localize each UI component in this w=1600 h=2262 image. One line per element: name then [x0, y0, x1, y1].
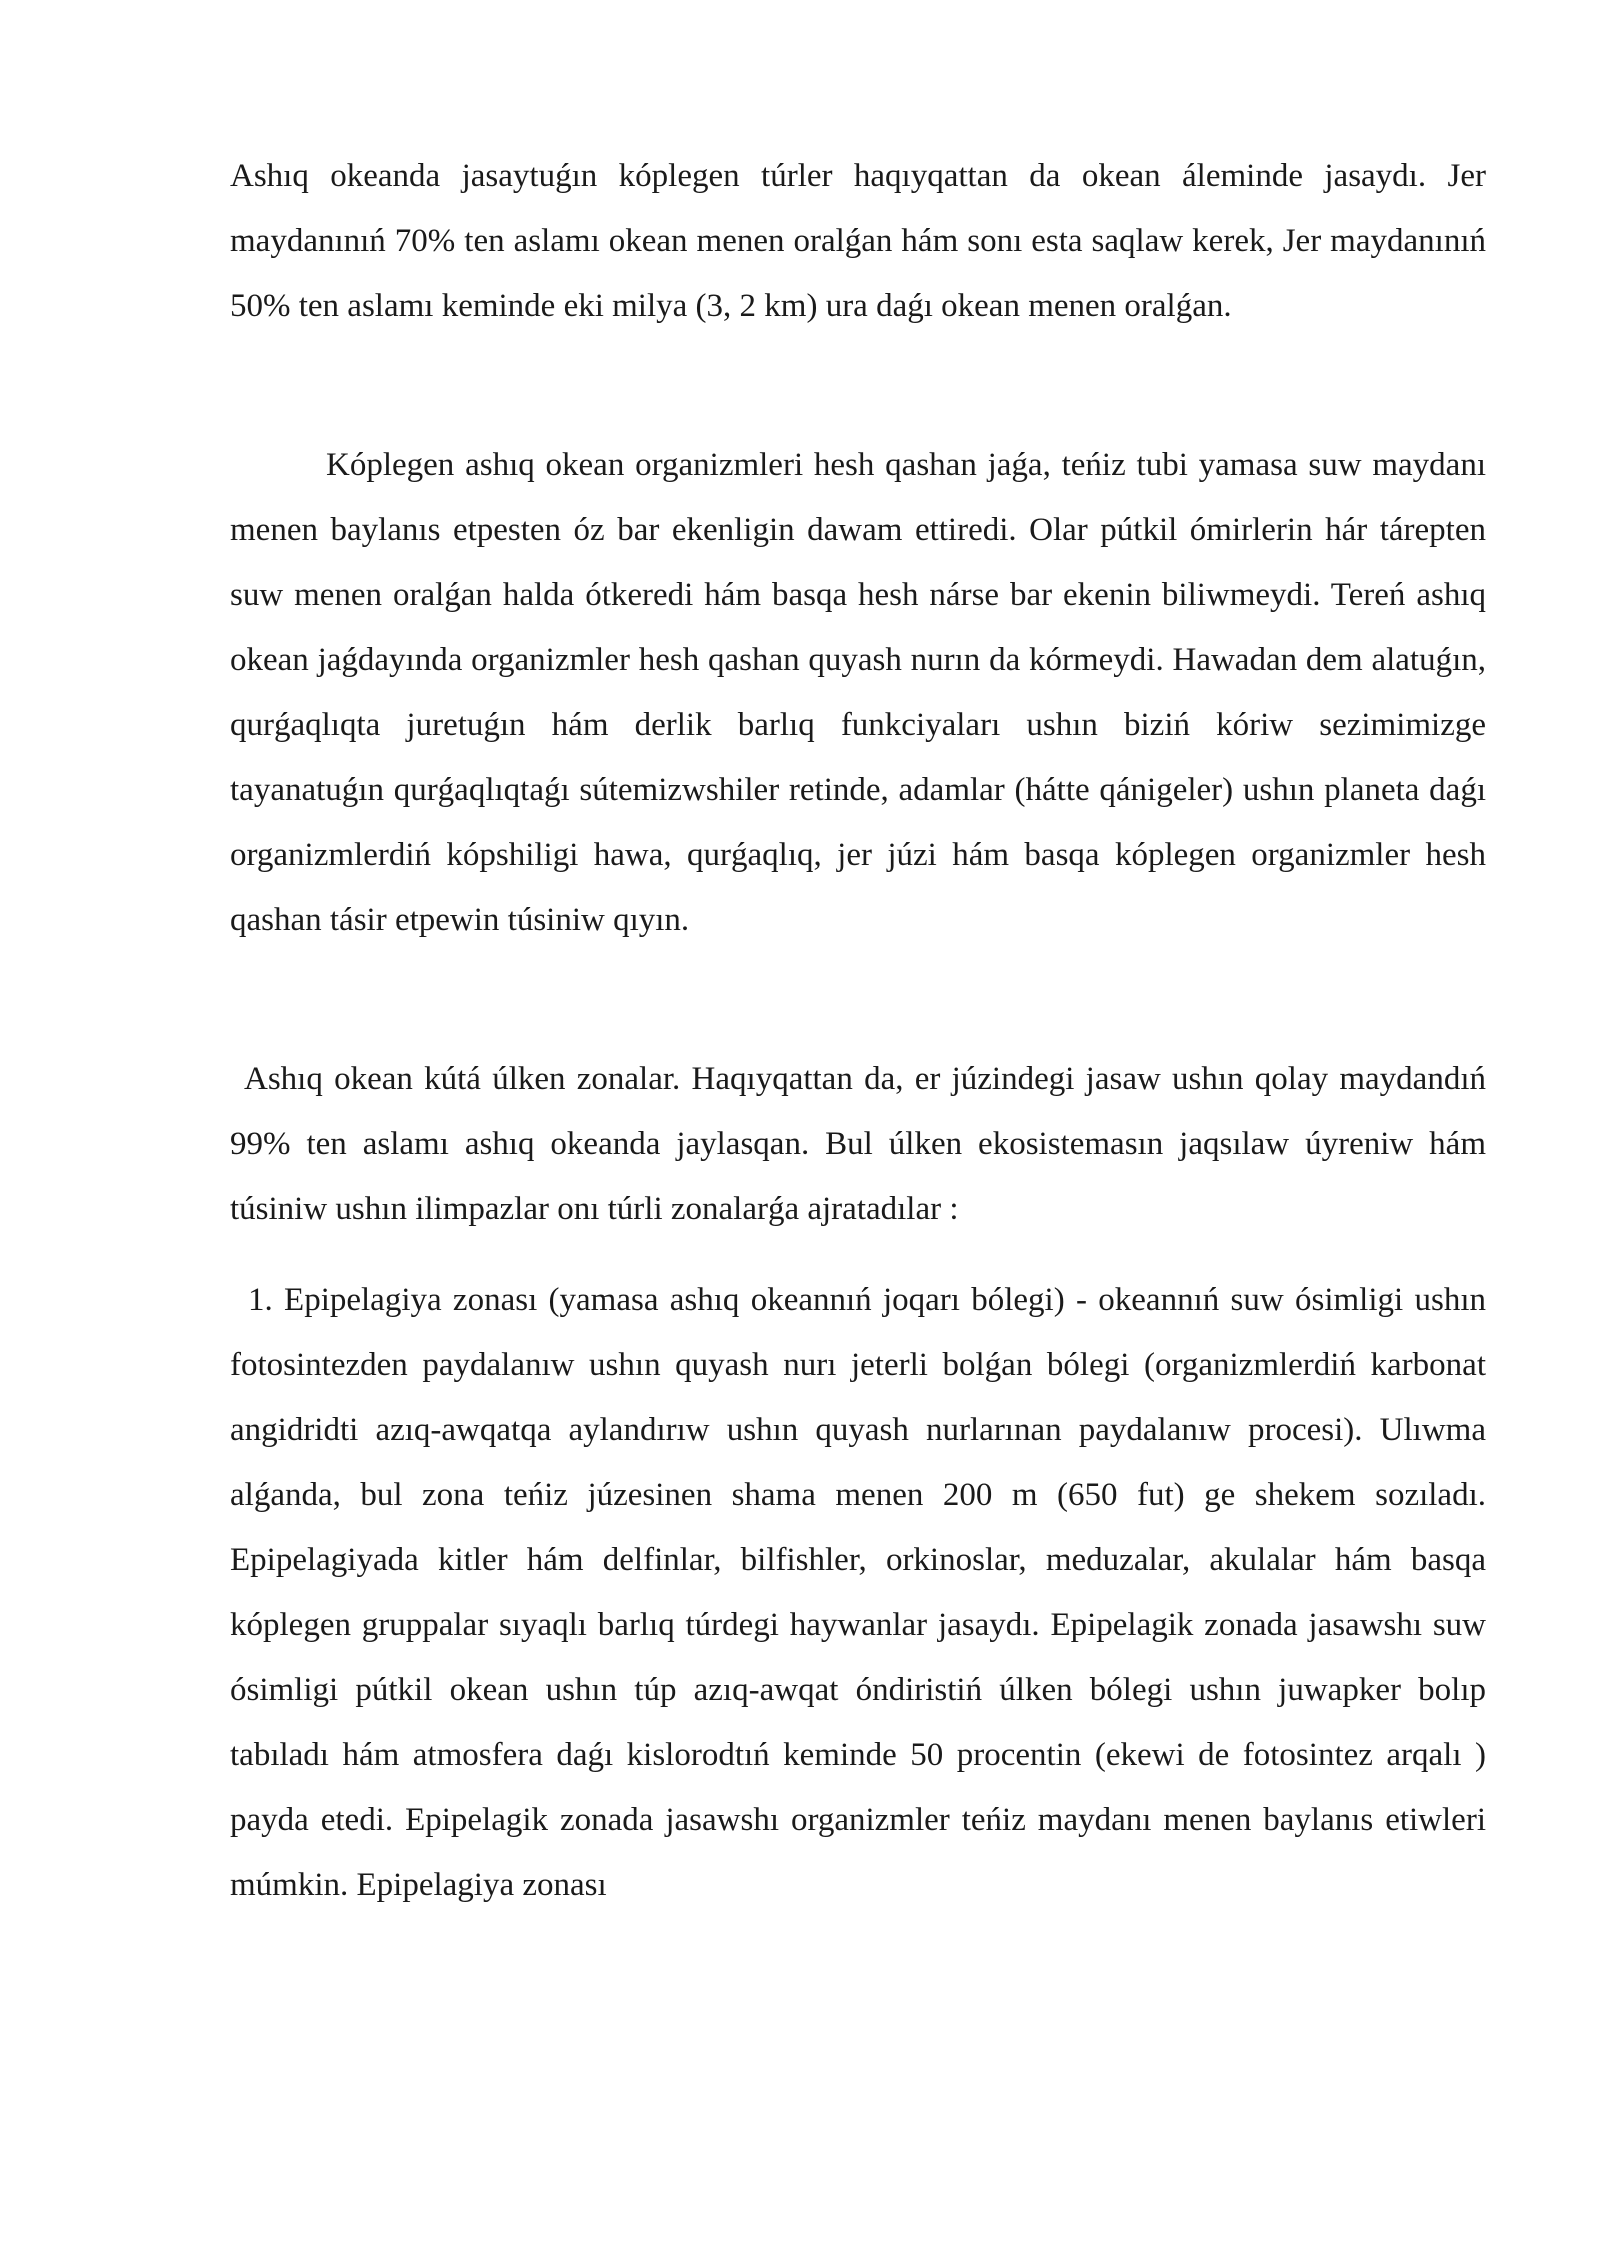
paragraph-text: Ashıq okeanda jasaytuǵın kóplegen túrler haqıyqattan da okean áleminde jasaydı. Jer maydanınıń 70% ten aslamı okean menen oralǵan hám sonı esta saqlaw kerek, Jer maydanınıń 50% ten aslamı keminde eki milya (3, 2 km) ura daǵı okean menen oralǵan. — [230, 158, 1486, 324]
paragraph-ocean-zones — [230, 1047, 1486, 1242]
paragraph-text: Kóplegen ashıq okean organizmleri hesh qashan jaǵa, teńiz tubi yamasa suw maydanı menen baylanıs etpesten óz bar ekenligin dawam ettiredi. Olar pútkil ómirlerin hár tárepten suw menen oralǵan halda ótkeredi hám basqa hesh nárse bar ekenin biliwmeydi. Tereń ashıq okean jaǵdayında organizmler hesh qashan quyash nurın da kórmeydi. Hawadan dem alatuǵın, qurǵaqlıqta juretuǵın hám derlik barlıq funkciyaları ushın biziń kóriw sezimimizge tayanatuǵın qurǵaqlıqtaǵı sútemizwshiler retinde, adamlar (hátte qánigeler) ushın planeta daǵı organizmlerdiń kópshiligi hawa, qurǵaqlıq, jer júzi hám basqa kóplegen organizmler hesh qashan tásir etpewin túsiniw qıyın. — [230, 447, 1486, 938]
paragraph-open-ocean-organisms — [230, 433, 1486, 953]
list-item-epipelagic-zone — [230, 1268, 1486, 1918]
paragraph-ocean-coverage — [230, 144, 1486, 339]
paragraph-text: 1. Epipelagiya zonası (yamasa ashıq okeannıń joqarı bólegi) - okeannıń suw ósimligi ushın fotosintezden paydalanıw ushın quyash nurı jeterli bolǵan bólegi (organizmlerdiń karbonat angidridti azıq-awqatqa aylandırıw ushın quyash nurlarınan paydalanıw procesi). Ulıwma alǵanda, bul zona teńiz júzesinen shama menen 200 m (650 fut) ge shekem sozıladı. Epipelagiyada kitler hám delfinlar, bilfishler, orkinoslar, meduzalar, akulalar hám basqa kóplegen gruppalar sıyaqlı barlıq túrdegi haywanlar jasaydı. Epipelagik zonada jasawshı suw ósimligi pútkil okean ushın túp azıq-awqat óndiristiń úlken bólegi ushın juwapker bolıp tabıladı hám atmosfera daǵı kislorodtıń keminde 50 procentin (ekewi de fotosintez arqalı ) payda etedi. Epipelagik zonada jasawshı organizmler teńiz maydanı menen baylanıs etiwleri múmkin. Epipelagiya zonası — [230, 1282, 1486, 1903]
paragraph-text: Ashıq okean kútá úlken zonalar. Haqıyqattan da, er júzindegi jasaw ushın qolay maydandıń 99% ten aslamı ashıq okeanda jaylasqan. Bul úlken ekosistemasın jaqsılaw úyreniw hám túsiniw ushın ilimpazlar onı túrli zonalarǵa ajratadılar : — [230, 1061, 1486, 1227]
